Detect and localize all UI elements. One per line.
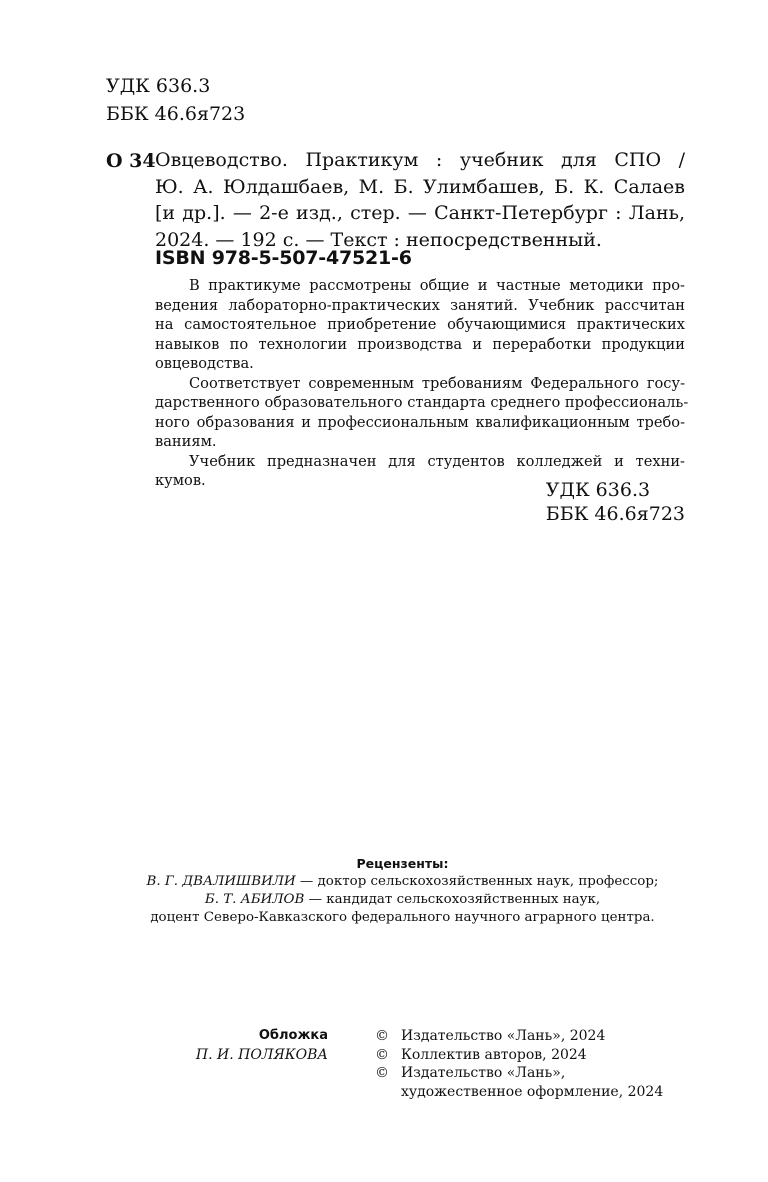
- copyright-block: [375, 1027, 663, 1101]
- copyright-text: Коллектив авторов, 2024: [401, 1046, 587, 1063]
- cover-label: Обложка: [258, 1028, 328, 1043]
- copyright-text: Издательство «Лань»,: [401, 1065, 566, 1081]
- annotation-line: Соответствует современным требованиям Федерального госу-: [189, 374, 685, 392]
- annotation-line: ного образования и профессиональным квалификационным требо-: [155, 413, 685, 431]
- author-mark: О 34: [106, 150, 156, 172]
- copyright-text-continued: художественное оформление, 2024: [401, 1083, 664, 1100]
- reviewers-block: [120, 855, 685, 927]
- copyright-icon: ©: [375, 1046, 389, 1063]
- bbk-code: ББК 46.6я723: [545, 503, 685, 525]
- annotation-line: дарственного образовательного стандарта среднего профессиональ-: [155, 394, 689, 411]
- reviewers-heading: Рецензенты:: [356, 856, 449, 871]
- udk-code: УДК 636.3: [545, 479, 651, 501]
- biblio-line: Ю. А. Юлдашбаев, М. Б. Улимбашев, Б. К. Салаев: [155, 175, 685, 198]
- annotation-line: кумов.: [155, 472, 206, 489]
- biblio-line: 2024. — 192 с. — Текст : непосредственный.: [155, 228, 602, 251]
- copyright-text: Издательство «Лань», 2024: [401, 1028, 606, 1044]
- annotation-line: овцеводства.: [155, 355, 254, 372]
- annotation-line: ведения лабораторно-практических занятий. Учебник рассчитан: [155, 296, 685, 314]
- udk-code: УДК 636.3: [106, 75, 211, 97]
- annotation-line: навыков по технологии производства и переработки продукции: [155, 335, 685, 353]
- reviewer-2: [120, 891, 685, 909]
- reviewer-name: В. Г. ДВАЛИШВИЛИ: [146, 874, 296, 889]
- annotation: [155, 276, 689, 491]
- copyright-icon: ©: [375, 1065, 389, 1081]
- copyright-line: [375, 1064, 663, 1083]
- annotation-line: ваниям.: [155, 433, 217, 450]
- bibliographic-record: [155, 147, 685, 253]
- cover-designer: П. И. ПОЛЯКОВА: [195, 1046, 328, 1063]
- reviewer-description: — кандидат сельскохозяйственных наук,: [304, 892, 601, 907]
- isbn: ISBN 978-5-507-47521-6: [155, 247, 412, 269]
- bbk-code: ББК 46.6я723: [106, 103, 246, 125]
- classification-codes-bottom: [546, 478, 685, 526]
- copyright-line: [375, 1046, 663, 1065]
- biblio-line: [и др.]. — 2-е изд., стер. — Санкт-Петербург : Лань,: [155, 202, 685, 224]
- copyright-icon: ©: [375, 1028, 389, 1044]
- classification-codes-top: [106, 72, 245, 128]
- reviewer-2-continued: доцент Северо-Кавказского федерального научного аграрного центра.: [150, 910, 655, 925]
- annotation-line: на самостоятельное приобретение обучающимися практических: [155, 316, 685, 333]
- copyright-line: [375, 1027, 663, 1046]
- reviewer-name: Б. Т. АБИЛОВ: [204, 892, 305, 907]
- annotation-line: Учебник предназначен для студентов колледжей и техни-: [189, 452, 685, 470]
- cover-credit: [196, 1027, 328, 1064]
- annotation-line: В практикуме рассмотрены общие и частные методики про-: [189, 277, 685, 294]
- reviewer-description: — доктор сельскохозяйственных наук, профессор;: [295, 874, 659, 889]
- reviewer-1: [120, 873, 685, 891]
- biblio-line: Овцеводство. Практикум : учебник для СПО /: [155, 149, 685, 171]
